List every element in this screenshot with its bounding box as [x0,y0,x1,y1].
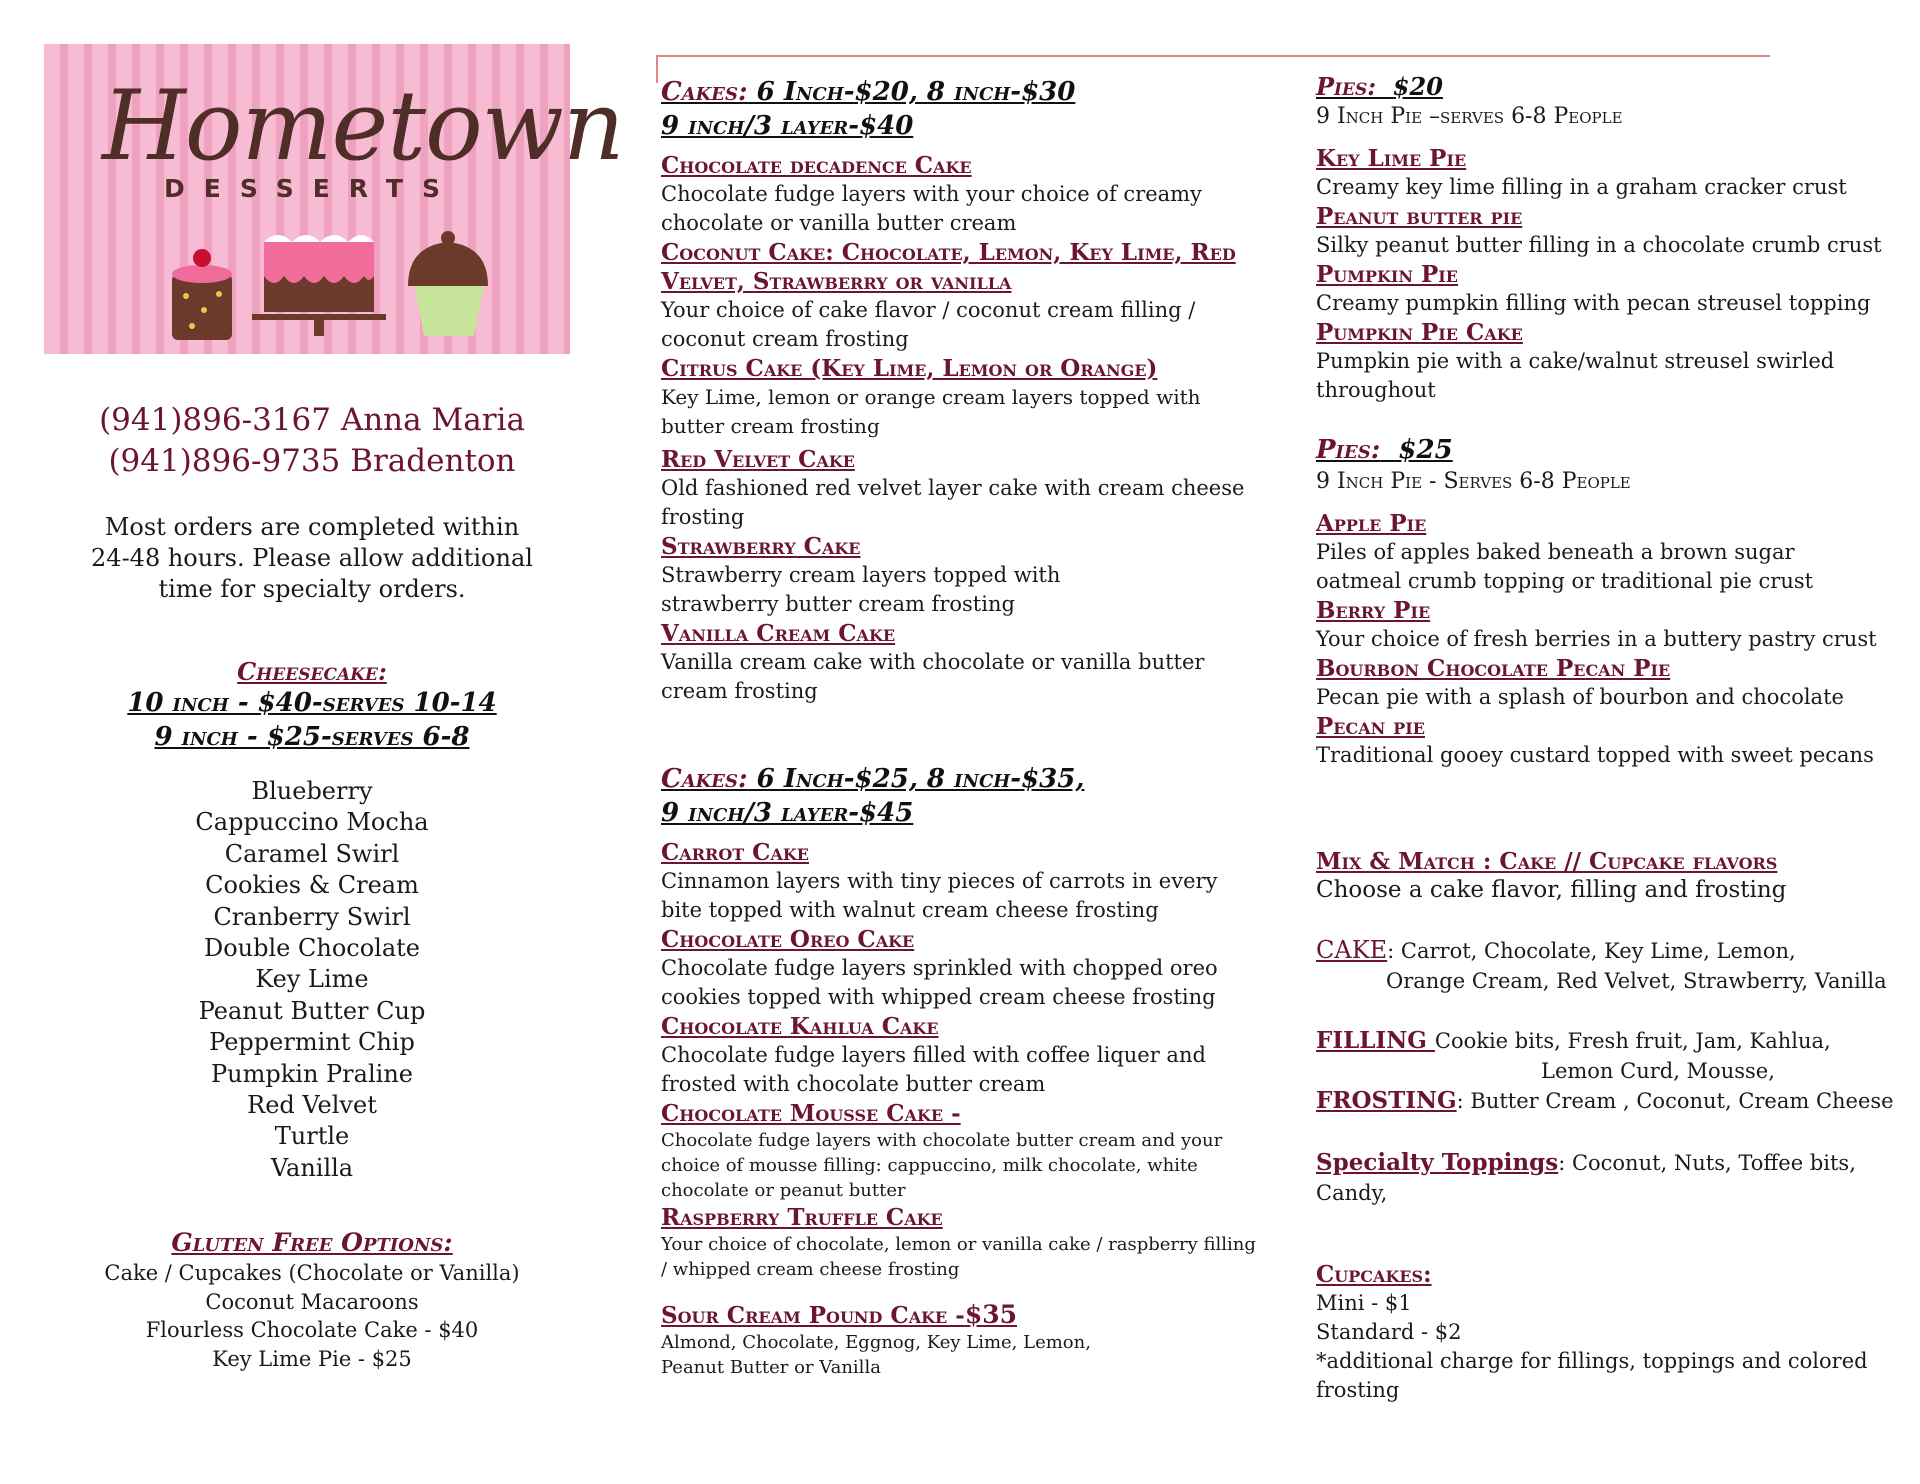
cakes-column [661,75,1261,1380]
contact-phones [44,400,580,482]
item-title: Pecan pie [1316,713,1425,740]
item-description: Your choice of cake flavor / coconut cream filling / coconut cream frosting [661,298,1196,351]
cheesecake-price: 10 inch - $40-serves 10-14 [127,688,497,718]
list-item: Turtle [274,1122,350,1151]
item-description: Chocolate fudge layers with your choice of creamy chocolate or vanilla butter cream [661,182,1202,235]
header-rule-tick [656,55,658,83]
item-description: Cinnamon layers with tiny pieces of carrots in every bite topped with walnut cream cheese frosting [661,869,1218,922]
menu-item [661,838,1261,925]
list-item: Key Lime Pie - $25 [212,1346,412,1371]
frosting-options [1316,1086,1916,1116]
menu-item [661,1099,1261,1203]
item-description: Your choice of fresh berries in a buttery pastry crust [1316,627,1877,651]
item-title: Peanut butter pie [1316,203,1523,230]
cheesecake-section [44,657,580,1184]
header-rule [656,55,1770,57]
item-description: Key Lime, lemon or orange cream layers topped with butter cream frosting [661,385,1201,438]
item-description: Traditional gooey custard topped with sweet pecans [1316,743,1874,767]
cheesecake-title: Cheesecake: [237,657,387,686]
cake-label: CAKE [1316,936,1388,964]
list-item: Key Lime [255,965,369,994]
menu-item [1316,260,1916,318]
list-item: Pumpkin Praline [211,1059,413,1088]
gluten-free-list [44,1259,580,1373]
pound-cake-price: $35 [964,1300,1017,1329]
menu-item [1316,509,1916,596]
filling-options [1316,1026,1916,1056]
cakes-price: 6 Inch-$20, 8 inch-$30 [747,77,1076,107]
cakes-price-heading [661,762,1261,796]
mix-match-subtitle: Choose a cake flavor, filling and frosting [1316,877,1787,903]
mix-match-section [1316,848,1916,1208]
cakes-label: Cakes: [661,77,748,107]
pies-column [1316,72,1916,1405]
item-title: Chocolate decadence Cake [661,152,972,179]
cakes-price-heading: 9 inch/3 layer-$45 [661,798,914,828]
order-note [44,512,580,605]
menu-item [661,238,1261,354]
item-title: Bourbon Chocolate Pecan Pie [1316,655,1671,682]
pies-price: $20 [1376,72,1443,101]
item-description: Silky peanut butter filling in a chocolate crumb crust [1316,233,1882,257]
list-item: Peanut Butter Cup [198,996,426,1025]
item-title: Chocolate Mousse Cake - [661,1100,961,1127]
cakes-price-heading [661,75,1261,109]
list-item: Peppermint Chip [209,1028,415,1057]
menu-item [1316,712,1916,770]
list-item: Cranberry Swirl [213,902,411,931]
phone-anna-maria: (941)896-3167 Anna Maria [99,402,525,438]
menu-item [1316,144,1916,202]
item-title: Berry Pie [1316,597,1431,624]
cake-flavors-line: Orange Cream, Red Velvet, Strawberry, Vanilla [1386,969,1887,993]
item-description: Chocolate fudge layers filled with coffee liquer and frosted with chocolate butter cream [661,1043,1206,1096]
cakes-price: 6 Inch-$25, 8 inch-$35, [747,764,1085,794]
item-title: Key Lime Pie [1316,145,1467,172]
item-title: Coconut Cake: Chocolate, Lemon, Key Lime, Red Velvet, Strawberry or vanilla [661,239,1236,295]
menu-item [1316,654,1916,712]
item-description: Creamy key lime filling in a graham cracker crust [1316,175,1847,199]
item-title: Chocolate Oreo Cake [661,926,915,953]
cupcakes-title: Cupcakes: [1316,1261,1432,1288]
item-description: Pumpkin pie with a cake/walnut streusel swirled throughout [1316,349,1835,402]
toppings-line: : Coconut, Nuts, Toffee bits, Candy, [1316,1151,1856,1205]
cupcakes-mini: Mini - $1 [1316,1291,1412,1315]
phone-bradenton: (941)896-9735 Bradenton [108,443,516,479]
menu-item [661,619,1261,706]
item-description: Old fashioned red velvet layer cake with cream cheese frosting [661,476,1245,529]
item-title: Pumpkin Pie [1316,261,1458,288]
menu-item [661,1300,1261,1380]
list-item: Coconut Macaroons [205,1289,419,1314]
item-description: Vanilla cream cake with chocolate or vanilla butter cream frosting [661,650,1205,703]
menu-item [661,354,1261,441]
item-description: Chocolate fudge layers with chocolate butter cream and your choice of mousse filling: cappuccino, milk chocolate, white chocolate or peanut butter [661,1130,1223,1201]
pies-label: Pies: [1316,72,1377,101]
cupcakes-section [1316,1260,1916,1405]
list-item: Flourless Chocolate Cake - $40 [145,1318,479,1342]
menu-item [661,532,1261,619]
menu-item [661,1203,1261,1282]
item-description: Peanut Butter or Vanilla [661,1357,881,1378]
list-item: Red Velvet [247,1091,377,1120]
menu-item [661,925,1261,1012]
menu-item [1316,596,1916,654]
menu-item [661,151,1261,238]
item-description: Your choice of chocolate, lemon or vanilla cake / raspberry filling / whipped cream cheese frosting [661,1234,1256,1280]
pies-price-heading [1316,72,1916,102]
frosting-line: : Butter Cream , Coconut, Cream Cheese [1456,1089,1894,1113]
item-title [661,1300,1261,1330]
order-note-line: 24-48 hours. Please allow additional [91,544,533,572]
cupcakes-note: *additional charge for fillings, toppings and colored frosting [1316,1349,1868,1402]
filling-line: Lemon Curd, Mousse, [1541,1059,1775,1083]
logo-brand: Hometown [102,70,624,182]
pies-price: $25 [1380,435,1453,465]
logo-subtitle: DESSERTS [164,174,459,203]
desserts-illustration [164,214,504,344]
item-description: Pecan pie with a splash of bourbon and chocolate [1316,685,1844,709]
specialty-toppings [1316,1148,1916,1208]
cakes-label: Cakes: [661,764,748,794]
cake-flavors-line: : Carrot, Chocolate, Key Lime, Lemon, [1387,939,1796,963]
cake-flavors [1316,935,1916,966]
menu-item [1316,318,1916,405]
cakes-price-heading: 9 inch/3 layer-$40 [661,111,914,141]
gluten-free-section [44,1228,580,1373]
pies-price-heading [1316,433,1916,467]
list-item: Cake / Cupcakes (Chocolate or Vanilla) [104,1261,520,1285]
cupcakes-standard: Standard - $2 [1316,1320,1462,1344]
item-title: Chocolate Kahlua Cake [661,1013,939,1040]
item-title: Apple Pie [1316,510,1427,537]
menu-item [661,1012,1261,1099]
item-title: Vanilla Cream Cake [661,620,896,647]
list-item: Blueberry [251,777,373,805]
mix-match-title: Mix & Match : Cake // Cupcake flavors [1316,848,1778,875]
list-item: Double Chocolate [203,934,420,963]
item-title: Carrot Cake [661,839,809,866]
list-item: Cookies & Cream [205,871,419,900]
filling-label: FILLING [1316,1027,1435,1054]
list-item: Caramel Swirl [224,839,400,868]
item-description: Piles of apples baked beneath a brown sugar oatmeal crumb topping or traditional pie crust [1316,540,1814,593]
filling-line: Cookie bits, Fresh fruit, Jam, Kahlua, [1434,1029,1831,1053]
menu-item [1316,202,1916,260]
pound-cake-title: Sour Cream Pound Cake - [661,1302,965,1329]
item-title: Red Velvet Cake [661,446,855,473]
cheesecake-price: 9 inch - $25-serves 6-8 [154,722,470,752]
toppings-label: Specialty Toppings [1316,1149,1559,1176]
order-note-line: Most orders are completed within [104,513,520,541]
item-title: Pumpkin Pie Cake [1316,319,1523,346]
item-title: Raspberry Truffle Cake [661,1204,943,1231]
list-item: Cappuccino Mocha [195,808,429,837]
pies-serves: 9 Inch Pie - Serves 6-8 People [1316,469,1631,494]
pies-serves: 9 Inch Pie –serves 6-8 People [1316,104,1623,129]
item-description: Almond, Chocolate, Eggnog, Key Lime, Lemon, [661,1332,1091,1353]
item-description: Creamy pumpkin filling with pecan streusel topping [1316,291,1871,315]
order-note-line: time for specialty orders. [158,575,466,603]
menu-item [661,445,1261,532]
cheesecake-flavor-list [44,776,580,1184]
gluten-free-title: Gluten Free Options: [171,1228,453,1257]
item-title: Strawberry Cake [661,533,861,560]
logo [44,44,624,354]
item-description: Strawberry cream layers topped with strawberry butter cream frosting [661,563,1061,616]
list-item: Vanilla [270,1153,354,1182]
item-title: Citrus Cake (Key Lime, Lemon or Orange) [661,355,1158,382]
frosting-label: FROSTING [1316,1087,1457,1114]
pies-label: Pies: [1316,435,1381,465]
item-description: Chocolate fudge layers sprinkled with chopped oreo cookies topped with whipped cream cheese frosting [661,956,1218,1009]
